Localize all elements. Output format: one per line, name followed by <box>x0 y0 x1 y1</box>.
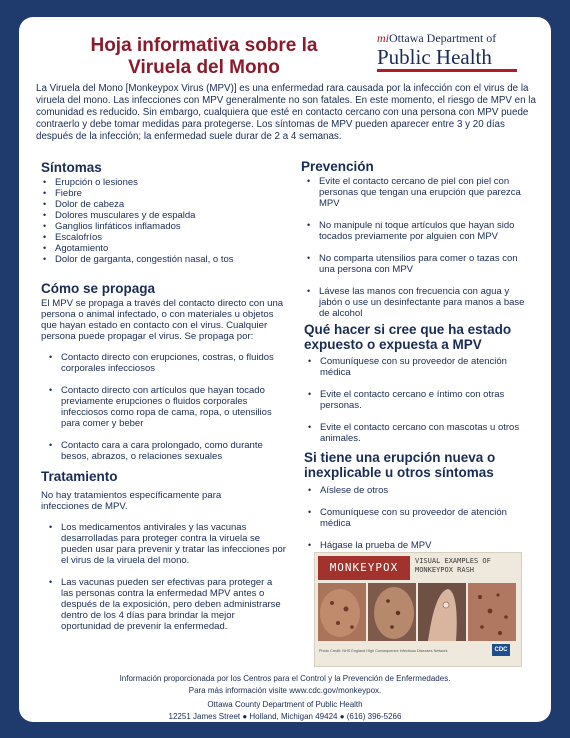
logo-underline <box>377 69 517 72</box>
image-subtitle: VISUAL EXAMPLES OF MONKEYPOX RASH <box>415 557 491 574</box>
footer-line-1: Información proporcionada por los Centros para el Control y la Prevención de Enfermedades. <box>119 674 451 683</box>
list-item: • Evite el contacto cercano e íntimo con otras personas. <box>306 389 529 411</box>
list-item: • Contacto cara a cara prolongado, como durante besos, abrazos, o relaciones sexuales <box>47 440 286 462</box>
erupcion-list <box>304 485 529 551</box>
footer-source <box>19 673 551 697</box>
photo-credit: Photo Credit: NHS England High Consequence Infectious Diseases Network <box>319 649 448 653</box>
list-item: • Contacto directo con erupciones, costras, o fluidos corporales infecciosos <box>47 352 286 374</box>
list-item: • Comuníquese con su proveedor de atención médica <box>306 356 529 378</box>
sintomas-list <box>41 177 286 265</box>
logo-top-text: Ottawa Department of <box>389 31 497 45</box>
tratamiento-list <box>41 522 286 632</box>
expuesto-heading: Qué hacer si cree que ha estado expuesto o expuesta a MPV <box>304 322 512 352</box>
list-item: • Aíslese de otros <box>306 485 529 496</box>
sintomas-section <box>41 160 286 265</box>
footer-line-3: Ottawa County Department of Public Health <box>207 700 363 709</box>
list-item: • Los medicamentos antivirales y las vacunas desarrolladas para proteger contra la viruela se pueden usar para prevenir y tratar las infecciones por el virus de la viruela del mono. <box>47 522 286 566</box>
title-line-2: Viruela del Mono <box>128 57 280 78</box>
list-item: • No manipule ni toque artículos que hayan sido tocados previamente por alguien con MPV <box>305 220 531 242</box>
list-item: • Escalofríos <box>41 232 286 243</box>
intro-paragraph: La Viruela del Mono [Monkeypox Virus (MPV)] es una enfermedad rara causada por la infección con el virus de la viruela del mono. Las infecciones con MPV generalmente no son fatales. En este momento, el riesgo de MPV en la comunidad es reducido. Sin embargo, cualquiera que esté en contacto cercano con una persona con MPV puede contraerlo y debe tomar medidas para protegerse. Los síntomas de MPV pueden aparecer entre 3 y 20 días después de la infección; la enfermedad suele durar de 2 a 4 semanas. <box>36 83 536 142</box>
rash-photo-2 <box>368 583 416 641</box>
prevencion-section <box>301 159 531 330</box>
cdc-logo: CDC <box>492 644 510 656</box>
list-item: • Ganglios linfáticos inflamados <box>41 221 286 232</box>
propaga-list <box>41 352 286 462</box>
rash-photo-3 <box>418 583 466 641</box>
list-item: • Las vacunas pueden ser efectivas para proteger a las personas contra la enfermedad MPV antes o después de la exposición, pero deben administrarse dentro de los 4 días para brindar la mejor oportunidad de prevenir la enfermedad. <box>47 577 286 632</box>
list-item: • Dolor de garganta, congestión nasal, o tos <box>41 254 286 265</box>
monkeypox-brand: MONKEYPOX <box>318 556 410 580</box>
list-item: • Lávese las manos con frecuencia con agua y jabón o use un desinfectante para manos a base de alcohol <box>305 286 531 319</box>
propaga-section <box>41 281 286 473</box>
rash-photo-4 <box>468 583 516 641</box>
fact-sheet-page <box>19 17 551 722</box>
tratamiento-text: No hay tratamientos específicamente para infecciones de MPV. <box>41 490 222 512</box>
propaga-text: El MPV se propaga a través del contacto directo con una persona o animal infectado, o con materiales u objetos que hayan estado en contacto con el virus. Cualquier persona puede propagar el virus. Se propaga por: <box>41 298 284 342</box>
sintomas-heading: Síntomas <box>41 160 102 175</box>
list-item: • Dolor de cabeza <box>41 199 286 210</box>
footer-line-2: Para más información visite www.cdc.gov/monkeypox. <box>188 686 382 695</box>
tratamiento-section <box>41 469 286 643</box>
logo-main: Public Health <box>377 45 492 69</box>
tratamiento-heading: Tratamiento <box>41 469 118 484</box>
footer-address <box>19 699 551 722</box>
prevencion-list <box>301 176 531 319</box>
list-item: • Dolores musculares y de espalda <box>41 210 286 221</box>
list-item: • Agotamiento <box>41 243 286 254</box>
list-item: • Fiebre <box>41 188 286 199</box>
logo-top <box>377 31 537 46</box>
footer-line-4: 12251 James Street ● Holland, Michigan 49424 ● (616) 396-5266 <box>168 712 402 721</box>
expuesto-list <box>304 356 529 444</box>
expuesto-section <box>304 322 529 455</box>
rash-photos <box>318 583 516 641</box>
monkeypox-rash-image <box>314 552 522 667</box>
page-title <box>69 35 339 79</box>
list-item: • Comuníquese con su proveedor de atención médica <box>306 507 529 529</box>
rash-photo-1 <box>318 583 366 641</box>
list-item: • Erupción o lesiones <box>41 177 286 188</box>
list-item: • Contacto directo con artículos que hayan tocado previamente erupciones o fluidos corporales infecciosos como ropa de cama, ropa, o utensilios para comer y beber <box>47 385 286 429</box>
list-item: • Evite el contacto cercano con mascotas u otros animales. <box>306 422 529 444</box>
list-item: • Evite el contacto cercano de piel con piel con personas que tengan una erupción que parezca MPV <box>305 176 531 209</box>
erupcion-section <box>304 450 529 562</box>
list-item: • Hágase la prueba de MPV <box>306 540 529 551</box>
prevencion-heading: Prevención <box>301 159 374 174</box>
erupcion-heading: Si tiene una erupción nueva o inexplicable u otros síntomas <box>304 450 496 480</box>
public-health-logo <box>377 31 537 72</box>
propaga-heading: Cómo se propaga <box>41 281 156 296</box>
title-line-1: Hoja informativa sobre la <box>90 35 318 56</box>
logo-mi: mi <box>377 31 389 45</box>
list-item: • No comparta utensilios para comer o tazas con una persona con MPV <box>305 253 531 275</box>
